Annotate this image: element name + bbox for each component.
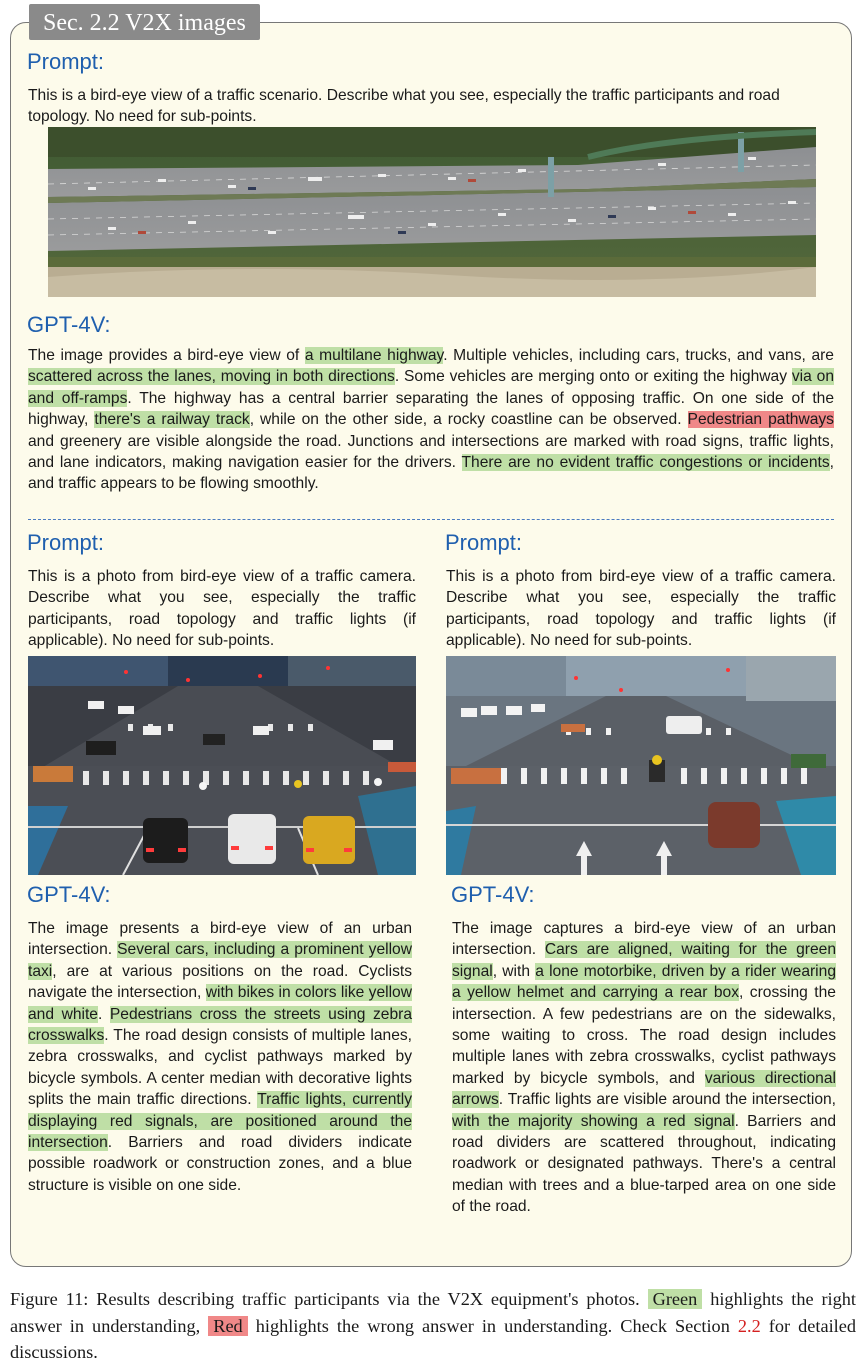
- text-run: . The road design consists of multiple lanes, zebra crosswalks, and cyclist pathways marked by bicycle symbols. A center median with decorative lights splits the main traffic directions.: [28, 1027, 412, 1109]
- text-run: . Multiple vehicles, including cars, trucks, and vans, are: [443, 347, 834, 364]
- text-run: . Barriers and road dividers indicate possible roadwork or construction zones, and a blue structure is visible on one side.: [28, 1134, 412, 1194]
- text-run: , with: [492, 962, 536, 980]
- top-prompt-heading: Prompt:: [27, 49, 105, 74]
- red-highlight: Pedestrian pathways: [687, 411, 834, 429]
- section-link[interactable]: 2.2: [737, 1315, 761, 1336]
- left-prompt-heading: Prompt:: [27, 530, 105, 555]
- text-run: for detailed discussions.: [10, 1315, 856, 1362]
- text-run: highlights the right answer in understanding,: [10, 1289, 856, 1336]
- caption-red-swatch: Red: [208, 1316, 247, 1336]
- highway-aerial-image: [48, 127, 816, 297]
- text-run: . Traffic lights are visible around the intersection,: [498, 1091, 836, 1109]
- green-highlight: a lone motorbike, driven by a rider wearing a yellow helmet and carrying a rear box: [452, 962, 836, 1002]
- text-run: . The highway has a central barrier separating the lanes of opposing traffic. On one side of the highway,: [28, 389, 834, 429]
- green-highlight: Cars are aligned, waiting for the green signal: [452, 941, 836, 980]
- right-prompt-text: This is a photo from bird-eye view of a traffic camera. Describe what you see, especially the traffic participants, road topology and traffic lights (if applicable). No need for sub-points.: [446, 568, 836, 650]
- text-run: The image captures a bird-eye view of an urban intersection.: [452, 920, 836, 959]
- green-highlight: Traffic lights, currently displaying red signals, are positioned around the intersection: [28, 1091, 412, 1152]
- green-highlight: scattered across the lanes, moving in both directions: [28, 368, 395, 386]
- text-run: highlights the wrong answer in understanding. Check Section: [247, 1315, 738, 1336]
- dashed-divider: [28, 519, 834, 520]
- green-highlight: there's a railway track: [94, 411, 250, 429]
- green-highlight: Several cars, including a prominent yellow taxi: [28, 941, 412, 980]
- figure-caption: [10, 1286, 856, 1366]
- top-prompt-text: This is a bird-eye view of a traffic scenario. Describe what you see, especially the traffic participants and road topology. No need for sub-points.: [28, 87, 780, 126]
- top-answer-text: [28, 345, 834, 495]
- section-tag: Sec. 2.2 V2X images: [29, 4, 260, 40]
- caption-green-swatch: Green: [648, 1289, 703, 1309]
- text-run: and greenery are visible alongside the road. Junctions and intersections are marked with road signs, traffic lights, and lane indicators, making navigation easier for the drivers.: [28, 432, 834, 472]
- text-run: .: [97, 1005, 110, 1023]
- text-run: The image provides a bird-eye view of: [28, 347, 305, 364]
- right-answer-heading: GPT-4V:: [451, 882, 535, 907]
- right-prompt-heading: Prompt:: [445, 530, 523, 555]
- intersection-photo-left: [28, 656, 416, 875]
- green-highlight: a multilane highway: [304, 347, 444, 364]
- right-answer-text: [452, 918, 836, 1218]
- left-answer-heading: GPT-4V:: [27, 882, 111, 907]
- top-answer-heading: GPT-4V:: [27, 312, 111, 337]
- text-run: The image presents a bird-eye view of an urban intersection.: [28, 920, 412, 959]
- left-answer-text: [28, 918, 412, 1196]
- left-prompt-text: This is a photo from bird-eye view of a traffic camera. Describe what you see, especially the traffic participants, road topology and traffic lights (if applicable). No need for sub-points.: [28, 568, 416, 650]
- text-run: . Some vehicles are merging onto or exiting the highway: [394, 368, 792, 386]
- text-run: . Barriers and road dividers are scattered throughout, indicating roadwork or designated pathways. There's a central median with trees and a blue-tarped area on one side of the road.: [452, 1112, 837, 1216]
- green-highlight: Pedestrians cross the streets using zebra crosswalks: [28, 1005, 412, 1045]
- green-highlight: There are no evident traffic congestions or incidents: [461, 454, 830, 472]
- text-run: , while on the other side, a rocky coastline can be observed.: [249, 411, 688, 429]
- green-highlight: with bikes in colors like yellow and white: [28, 984, 412, 1023]
- green-highlight: with the majority showing a red signal: [452, 1112, 735, 1130]
- text-run: , are at various positions on the road. Cyclists navigate the intersection,: [28, 962, 412, 1002]
- green-highlight: various directional arrows: [452, 1069, 836, 1109]
- text-run: , crossing the intersection. A few pedestrians are on the sidewalks, some waiting to cross. The road design includes multiple lanes with zebra crosswalks, cyclist pathways marked by bicycle symbols, and: [452, 984, 836, 1087]
- text-run: Figure 11: Results describing traffic participants via the V2X equipment's photos.: [10, 1289, 648, 1309]
- green-highlight: via on and off-ramps: [28, 368, 834, 407]
- intersection-photo-right: [446, 656, 836, 875]
- text-run: , and traffic appears to be flowing smoothly.: [28, 454, 834, 493]
